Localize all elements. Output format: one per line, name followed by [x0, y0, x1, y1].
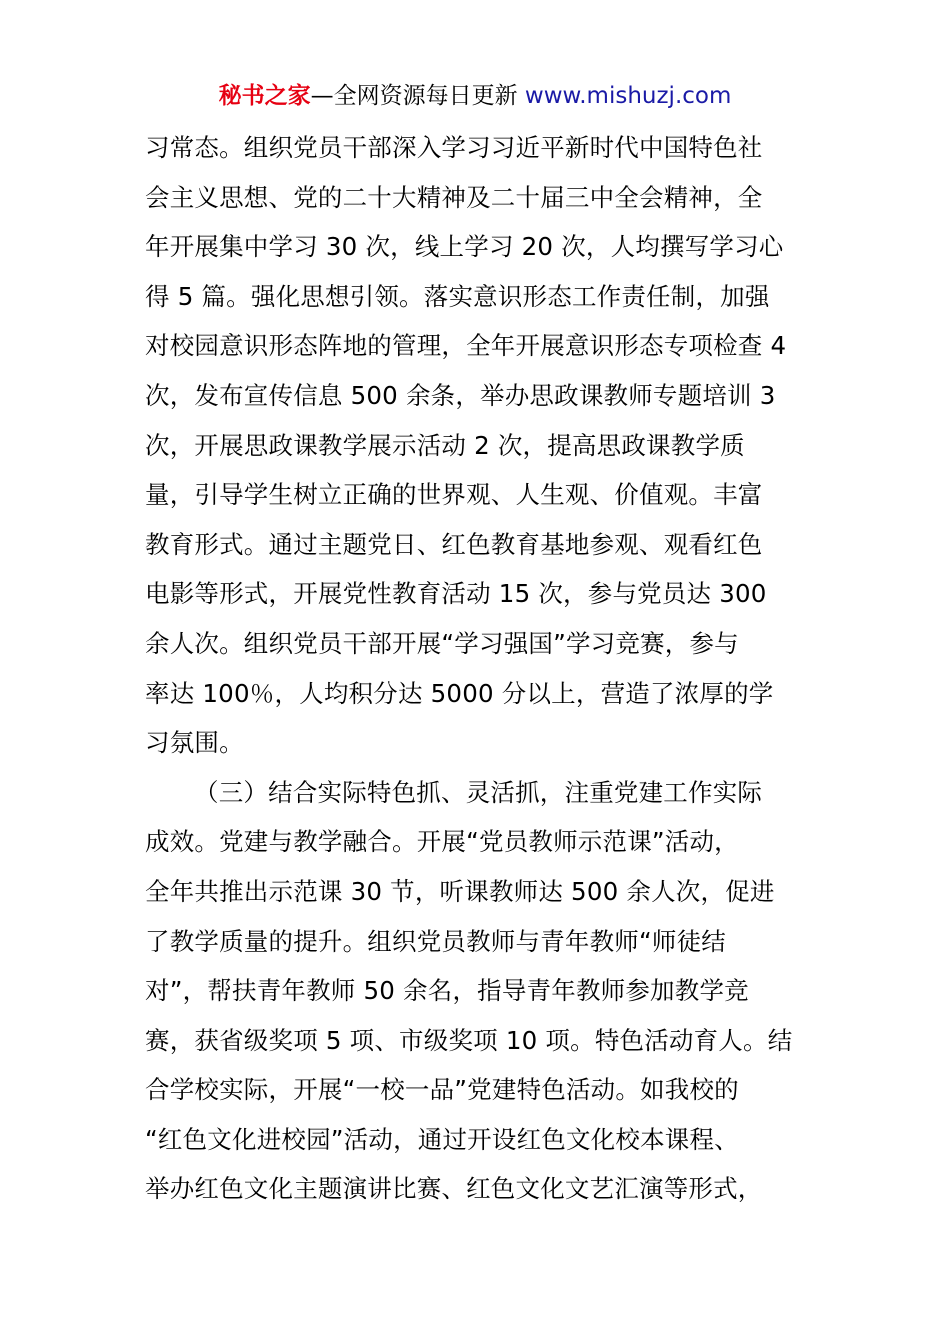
text-line: 率达 100％，人均积分达 5000 分以上，营造了浓厚的学 — [145, 678, 774, 708]
text-line: 了教学质量的提升。组织党员教师与青年教师“师徒结 — [145, 926, 726, 956]
text-line: 对”，帮扶青年教师 50 余名，指导青年教师参加教学竞 — [145, 976, 749, 1006]
site-url-link[interactable]: www.mishuzj.com — [524, 83, 732, 109]
text-line: 成效。党建与教学融合。开展“党员教师示范课”活动， — [145, 827, 739, 857]
text-line: “红色文化进校园”活动，通过开设红色文化校本课程、 — [145, 1124, 739, 1154]
text-line: 对校园意识形态阵地的管理，全年开展意识形态专项检查 4 — [145, 331, 787, 361]
text-line: 得 5 篇。强化思想引领。落实意识形态工作责任制，加强 — [145, 281, 770, 311]
site-header — [0, 80, 950, 112]
text-line: 赛，获省级奖项 5 项、市级奖项 10 项。特色活动育人。结 — [145, 1025, 793, 1055]
text-line: 全年共推出示范课 30 节，听课教师达 500 余人次，促进 — [145, 876, 775, 906]
text-line: 习氛围。 — [145, 728, 244, 758]
text-line: 会主义思想、党的二十大精神及二十届三中全会精神，全 — [145, 182, 763, 212]
text-line: 习常态。组织党员干部深入学习习近平新时代中国特色社 — [145, 133, 763, 162]
document-body — [145, 123, 811, 1214]
text-line: 余人次。组织党员干部开展“学习强国”学习竞赛，参与 — [145, 628, 739, 658]
section-heading-line: （三）结合实际特色抓、灵活抓，注重党建工作实际 — [194, 777, 763, 807]
header-tagline: —全网资源每日更新 — [310, 83, 518, 109]
text-line: 次，发布宣传信息 500 余条，举办思政课教师专题培训 3 — [145, 380, 776, 410]
text-line: 举办红色文化主题演讲比赛、红色文化文艺汇演等形式， — [145, 1174, 763, 1204]
brand-name: 秘书之家 — [218, 83, 311, 109]
text-line: 量，引导学生树立正确的世界观、人生观、价值观。丰富 — [145, 480, 763, 510]
text-line: 教育形式。通过主题党日、红色教育基地参观、观看红色 — [145, 529, 763, 559]
text-line: 次，开展思政课教学展示活动 2 次，提高思政课教学质 — [145, 430, 745, 460]
text-line: 合学校实际，开展“一校一品”党建特色活动。如我校的 — [145, 1075, 739, 1105]
text-line: 年开展集中学习 30 次，线上学习 20 次，人均撰写学习心 — [145, 232, 784, 262]
text-line: 电影等形式，开展党性教育活动 15 次，参与党员达 300 — [145, 579, 767, 609]
